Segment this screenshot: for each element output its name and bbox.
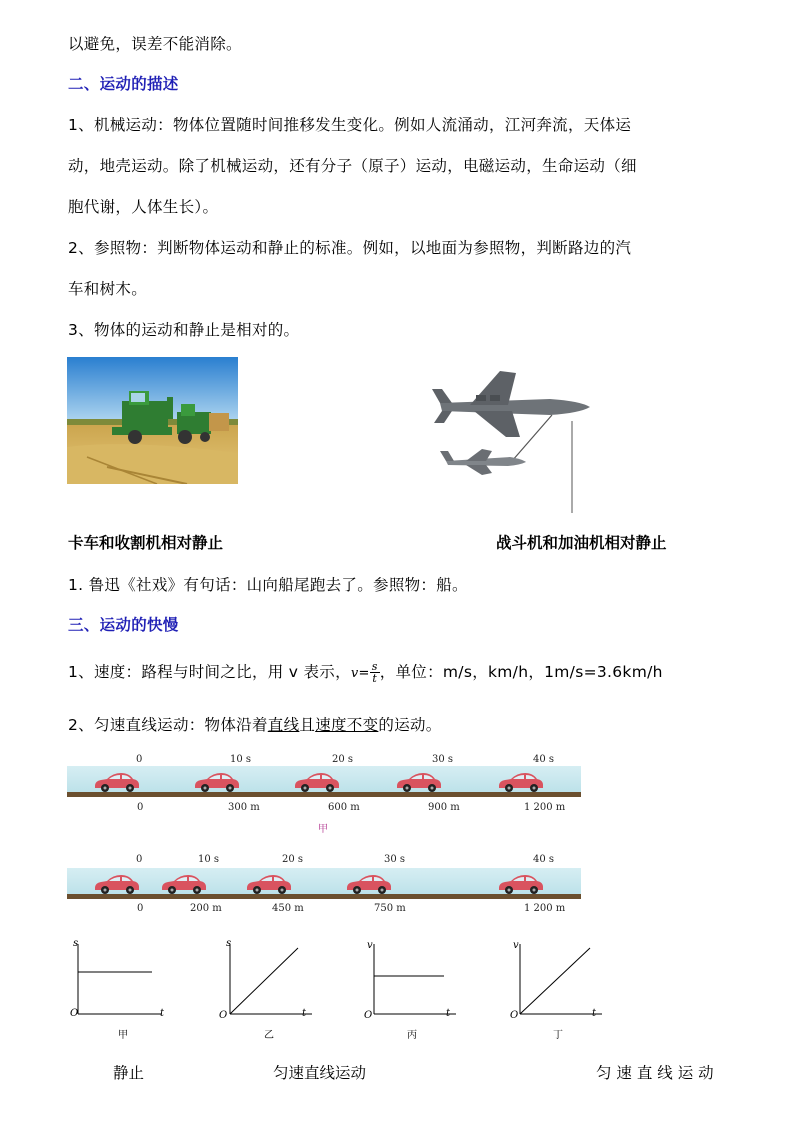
speed-definition [68, 660, 663, 684]
strip-2-time-0: 0 [136, 854, 143, 865]
uniform-motion-definition [68, 713, 442, 735]
strip-1-time-40: 40 s [533, 754, 555, 765]
caption-harvester: 卡车和收割机相对静止 [68, 534, 224, 552]
uniform-motion-straight-line: 直线 [267, 716, 300, 734]
uniform-motion-constant-speed: 速度不变 [315, 716, 379, 734]
strip-1-dist-600: 600 m [328, 802, 360, 813]
strip-1-dist-300: 300 m [228, 802, 260, 813]
graph-3-name: 丙 [407, 1030, 417, 1041]
formula-denominator: t [372, 672, 378, 685]
speed-definition-text: 1、速度：路程与时间之比，用 v 表示， [68, 663, 351, 681]
car-icon [345, 874, 393, 896]
relative-motion-line: 3、物体的运动和静止是相对的。 [68, 321, 300, 339]
car-icon [245, 874, 293, 896]
car-icon [497, 772, 545, 794]
graph-2-y-label: s [226, 938, 232, 949]
graph-caption-uniform-1: 匀速直线运动 [273, 1064, 367, 1082]
speed-equals: = [358, 666, 370, 681]
graph-1-origin: O [70, 1008, 79, 1019]
uniform-motion-and: 且 [299, 716, 316, 734]
strip-1-label: 甲 [318, 824, 328, 835]
strip-1-dist-900: 900 m [428, 802, 460, 813]
graph-2-origin: O [219, 1010, 228, 1021]
car-icon [395, 772, 443, 794]
strip-2-dist-450: 450 m [272, 903, 304, 914]
uniform-motion-text-pre: 2、匀速直线运动：物体沿着 [68, 716, 268, 734]
graph-1-y-label: s [73, 938, 79, 949]
graph-4-y-label: v [513, 940, 519, 951]
strip-1-time-20: 20 s [332, 754, 354, 765]
strip-2-time-40: 40 s [533, 854, 555, 865]
mechanical-motion-line-3: 胞代谢，人体生长）。 [68, 198, 219, 216]
strip-2-dist-1200: 1 200 m [524, 903, 566, 914]
strip-1-dist-1200: 1 200 m [524, 802, 566, 813]
strip-2-time-10: 10 s [198, 854, 220, 865]
speed-formula-fraction [370, 661, 380, 684]
graph-s-t-rest [66, 938, 166, 1022]
car-icon [497, 874, 545, 896]
mechanical-motion-line-1: 1、机械运动：物体位置随时间推移发生变化。例如人流涌动，江河奔流，天体运 [68, 116, 632, 134]
strip-1-dist-0: 0 [137, 802, 144, 813]
graph-4-x-label: t [592, 1008, 597, 1019]
graph-2-name: 乙 [264, 1030, 274, 1041]
strip-1-time-0: 0 [136, 754, 143, 765]
graph-2-x-label: t [302, 1008, 307, 1019]
strip-2-time-20: 20 s [282, 854, 304, 865]
graph-3-y-label: v [367, 940, 373, 951]
graph-caption-uniform-2: 匀 速 直 线 运 动 [596, 1064, 714, 1082]
formula-numerator: s [371, 660, 378, 673]
caption-aircraft: 战斗机和加油机相对静止 [496, 534, 667, 552]
car-icon [93, 874, 141, 896]
strip-2-dist-750: 750 m [374, 903, 406, 914]
section-heading-speed: 三、运动的快慢 [68, 616, 179, 634]
strip-1-time-30: 30 s [432, 754, 454, 765]
graph-4-origin: O [510, 1010, 519, 1021]
strip-2-dist-200: 200 m [190, 903, 222, 914]
graph-caption-rest: 静止 [113, 1064, 145, 1082]
graph-4-name: 丁 [553, 1030, 563, 1041]
strip-2-time-30: 30 s [384, 854, 406, 865]
graph-1-x-label: t [160, 1008, 165, 1019]
reference-object-line-2: 车和树木。 [68, 280, 148, 298]
strip-1-time-10: 10 s [230, 754, 252, 765]
section-heading-motion-description: 二、运动的描述 [68, 75, 179, 93]
speed-symbol: v [350, 666, 359, 681]
car-icon [93, 772, 141, 794]
harvester-photo [67, 357, 238, 484]
strip-2-dist-0: 0 [137, 903, 144, 914]
car-icon [160, 874, 208, 896]
car-icon [293, 772, 341, 794]
intro-text: 以避免，误差不能消除。 [68, 35, 242, 53]
speed-units-text: ，单位：m/s，km/h，1m/s=3.6km/h [379, 663, 663, 681]
graph-1-name: 甲 [118, 1030, 128, 1041]
reference-object-line-1: 2、参照物：判断物体运动和静止的标准。例如，以地面为参照物，判断路边的汽 [68, 239, 632, 257]
car-icon [193, 772, 241, 794]
graph-3-origin: O [364, 1010, 373, 1021]
refueling-aircraft-picture [430, 365, 595, 513]
mechanical-motion-line-2: 动，地壳运动。除了机械运动，还有分子（原子）运动，电磁运动，生命运动（细 [68, 157, 637, 175]
uniform-motion-text-post: 的运动。 [378, 716, 442, 734]
lu-xun-example: 1. 鲁迅《社戏》有句话：山向船尾跑去了。参照物：船。 [68, 576, 468, 594]
graph-3-x-label: t [446, 1008, 451, 1019]
